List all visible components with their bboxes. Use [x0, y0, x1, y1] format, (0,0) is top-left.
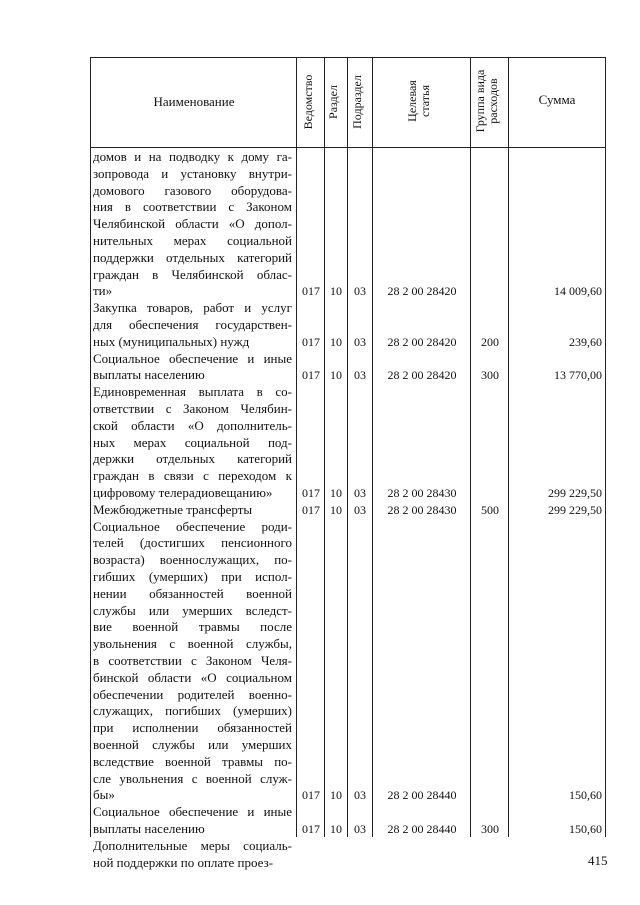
- row-0-line: граждан в Челябинской облас-: [93, 266, 292, 282]
- row-3-ved: 017: [302, 486, 320, 500]
- row-5-line: Социальное обеспечение роди-: [93, 518, 292, 534]
- row-4-sum: 299 229,50: [548, 502, 602, 517]
- row-1-name: [93, 300, 292, 350]
- row-2-name: [93, 351, 292, 385]
- row-2-line: выплаты населению: [93, 367, 205, 383]
- header-gruppa-line2: расходов: [485, 78, 500, 124]
- row-3-raz: 10: [330, 486, 342, 500]
- row-1-pod: 03: [354, 334, 366, 349]
- header-gruppa: [474, 57, 504, 145]
- row-1-line: Закупка товаров, работ и услуг: [93, 300, 292, 316]
- row-5-line: службы или умерших вследст-: [93, 602, 292, 618]
- row-1-line: для обеспечения государствен-: [93, 316, 292, 332]
- row-1-cel: 28 2 00 28420: [387, 334, 457, 349]
- header-celevaya: [406, 57, 436, 145]
- row-2-sum: 13 770,00: [554, 368, 602, 383]
- row-5-pod: 03: [354, 788, 366, 803]
- row-6-grp: 300: [481, 822, 499, 836]
- row-5-line: бинской области «О социальном: [93, 669, 292, 685]
- row-0-raz: 10: [330, 284, 342, 299]
- row-2-raz: 10: [330, 368, 342, 383]
- row-5-line: служащих, погибших (умерших): [93, 703, 292, 719]
- row-3-name: [93, 384, 292, 502]
- row-0-line: Челябинской области «О допол-: [93, 216, 292, 232]
- row-6-line: выплаты населению: [93, 820, 205, 836]
- row-0-line: домового газового оборудова-: [93, 182, 292, 198]
- header-gruppa-line1: Группа вида: [473, 69, 487, 133]
- row-6-cel: 28 2 00 28440: [387, 822, 457, 836]
- row-5-line: телей (достигших пенсионного: [93, 535, 292, 551]
- row-3-line: ответствии с Законом Челябин-: [93, 400, 292, 416]
- header-razdel: Раздел: [326, 85, 340, 119]
- row-7-name: [93, 838, 292, 872]
- row-1-ved: 017: [302, 334, 320, 349]
- row-4-raz: 10: [330, 502, 342, 517]
- row-0-line: ния в соответствии с Законом: [93, 199, 292, 215]
- row-3-line: граждан в связи с переходом к: [93, 468, 292, 484]
- row-2-grp: 300: [481, 368, 499, 383]
- row-4-grp: 500: [481, 502, 499, 517]
- row-0-name: [93, 149, 292, 300]
- row-3-line: ных мерах социальной под-: [93, 434, 292, 450]
- row-0-line: нительных мерах социальной: [93, 232, 292, 248]
- row-3-line: Единовременная выплата в со-: [93, 384, 292, 400]
- row-5-line: при исполнении обязанностей: [93, 720, 292, 736]
- row-5-line: увольнения с военной службы,: [93, 636, 292, 652]
- row-0-line: домов и на подводку к дому га-: [93, 149, 292, 164]
- row-1-sum: 239,60: [569, 334, 602, 349]
- row-4-name: [93, 502, 292, 519]
- row-5-cel: 28 2 00 28440: [387, 788, 457, 803]
- row-1-raz: 10: [330, 334, 342, 349]
- row-5-line: военной службы или умерших: [93, 736, 292, 752]
- row-6-sum: 150,60: [569, 822, 602, 836]
- row-5-raz: 10: [330, 788, 342, 803]
- row-6-pod: 03: [354, 822, 366, 836]
- header-podrazdel: Подраздел: [350, 75, 364, 129]
- row-0-cel: 28 2 00 28420: [387, 284, 457, 299]
- row-6-name: [93, 804, 292, 838]
- row-1-line: ных (муниципальных) нужд: [93, 333, 250, 349]
- header-name: Наименование: [153, 94, 235, 109]
- row-5-line: гибших (умерших) при испол-: [93, 568, 292, 584]
- row-5-ved: 017: [302, 788, 320, 803]
- row-3-cel: 28 2 00 28430: [387, 486, 457, 500]
- row-0-sum: 14 009,60: [554, 284, 602, 299]
- header-summa: Сумма: [538, 92, 576, 107]
- row-5-name: [93, 519, 292, 805]
- row-5-line: вие военной травмы после: [93, 619, 292, 635]
- row-6-ved: 017: [302, 822, 320, 836]
- row-4-pod: 03: [354, 502, 366, 517]
- row-3-line: держки отдельных категорий: [93, 451, 292, 467]
- row-0-line: поддержки отдельных категорий: [93, 249, 292, 265]
- header-vedomstvo: Ведомство: [301, 74, 315, 130]
- row-0-line: ти»: [93, 283, 113, 299]
- row-0-ved: 017: [302, 284, 320, 299]
- row-2-line: Социальное обеспечение и иные: [93, 350, 292, 366]
- row-3-line: ской области «О дополнитель-: [93, 417, 292, 433]
- row-5-line: вследствие военной травмы по-: [93, 753, 292, 769]
- row-0-pod: 03: [354, 284, 366, 299]
- page-number: 415: [588, 853, 608, 868]
- row-2-pod: 03: [354, 368, 366, 383]
- row-4-cel: 28 2 00 28430: [387, 502, 457, 517]
- row-7-line: Дополнительные меры социаль-: [93, 837, 292, 853]
- row-3-sum: 299 229,50: [548, 486, 602, 500]
- header-celevaya-line2: статья: [417, 85, 432, 117]
- row-5-line: бы»: [93, 787, 115, 803]
- row-5-line: в соответствии с Законом Челя-: [93, 652, 292, 668]
- row-7-line: ной поддержки по оплате проез-: [93, 854, 274, 870]
- row-5-sum: 150,60: [569, 788, 602, 803]
- row-5-line: сле увольнения с военной служ-: [93, 770, 292, 786]
- row-3-line: цифровому телерадиовещанию»: [93, 484, 273, 500]
- row-2-cel: 28 2 00 28420: [387, 368, 457, 383]
- row-2-ved: 017: [302, 368, 320, 383]
- row-5-line: возраста) военнослужащих, по-: [93, 552, 292, 568]
- row-6-raz: 10: [330, 822, 342, 836]
- row-6-line: Социальное обеспечение и иные: [93, 804, 292, 820]
- header-celevaya-line1: Целевая: [405, 80, 419, 122]
- row-4-line: Межбюджетные трансферты: [93, 501, 253, 517]
- row-1-grp: 200: [481, 334, 499, 349]
- row-5-line: нении обязанностей военной: [93, 585, 292, 601]
- row-4-ved: 017: [302, 502, 320, 517]
- row-0-line: зопровода и установку внутри-: [93, 165, 292, 181]
- row-3-pod: 03: [354, 486, 366, 500]
- row-5-line: обеспечении родителей военно-: [93, 686, 292, 702]
